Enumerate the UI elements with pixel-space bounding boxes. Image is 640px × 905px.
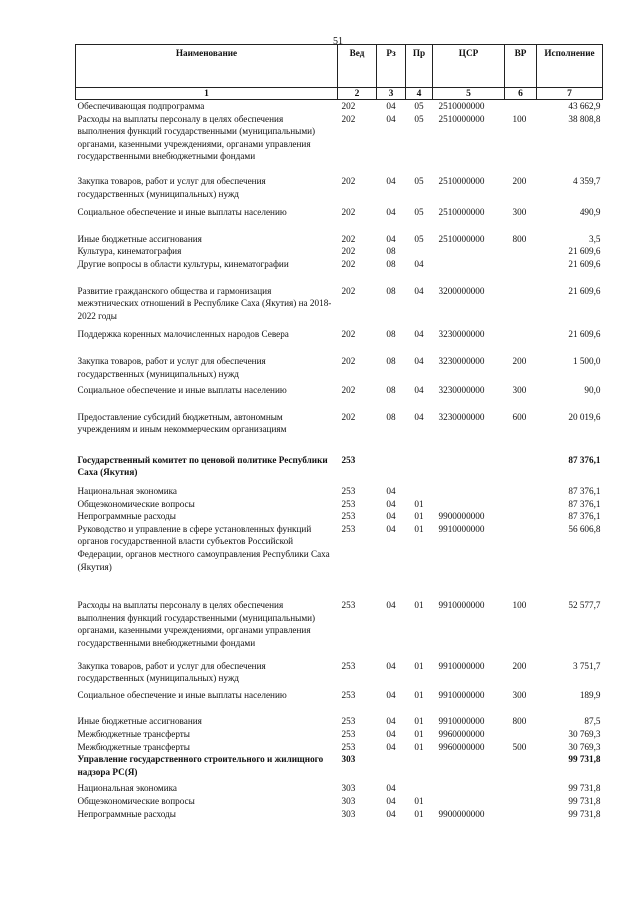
table-row bbox=[76, 322, 603, 341]
row-vr: 300 bbox=[512, 385, 527, 396]
column-number: 4 bbox=[406, 88, 433, 100]
row-csr: 3230000000 bbox=[438, 355, 485, 366]
row-amount: 3 751,7 bbox=[572, 660, 601, 671]
row-vr bbox=[505, 778, 537, 795]
column-number: 3 bbox=[377, 88, 406, 100]
row-pr: 05 bbox=[414, 207, 424, 218]
row-pr: 01 bbox=[414, 728, 424, 739]
row-pr bbox=[406, 479, 433, 498]
table-row bbox=[76, 100, 603, 113]
row-ved: 202 bbox=[341, 113, 356, 124]
row-ved: 202 bbox=[341, 175, 356, 186]
row-amount: 43 662,9 bbox=[568, 101, 601, 111]
row-name: Непрограммные расходы bbox=[77, 808, 176, 819]
row-ved: 303 bbox=[341, 795, 356, 806]
row-rz: 04 bbox=[386, 511, 396, 522]
row-rz: 04 bbox=[386, 660, 396, 671]
row-csr bbox=[433, 795, 505, 808]
column-number: 7 bbox=[537, 88, 603, 100]
row-name: Расходы на выплаты персоналу в целях обеспечения выполнения функций государственными (муниципальными) органами, казенными учреждениями, органами управления государственными внебюджетными фондами bbox=[77, 600, 316, 648]
row-vr bbox=[505, 510, 537, 523]
row-pr bbox=[406, 753, 433, 778]
row-name: Поддержка коренных малочисленных народов Севера bbox=[77, 329, 289, 340]
row-rz: 04 bbox=[386, 689, 396, 700]
table-row bbox=[76, 163, 603, 200]
row-name: Иные бюджетные ассигнования bbox=[77, 233, 202, 244]
row-csr bbox=[433, 245, 505, 258]
row-ved: 253 bbox=[341, 454, 356, 465]
row-amount: 87 376,1 bbox=[568, 454, 601, 465]
table-body bbox=[76, 100, 603, 821]
row-amount: 99 731,8 bbox=[568, 754, 601, 765]
row-amount: 52 577,7 bbox=[568, 600, 601, 611]
row-ved: 202 bbox=[341, 101, 356, 111]
row-vr: 300 bbox=[512, 207, 527, 218]
row-pr: 04 bbox=[414, 385, 424, 396]
row-amount: 99 731,8 bbox=[568, 795, 601, 806]
row-pr bbox=[406, 778, 433, 795]
column-number: 6 bbox=[505, 88, 537, 100]
row-rz: 08 bbox=[386, 329, 396, 340]
row-rz: 04 bbox=[386, 741, 396, 752]
row-amount: 1 500,0 bbox=[572, 355, 601, 366]
row-amount: 56 606,8 bbox=[568, 523, 601, 534]
table-row bbox=[76, 245, 603, 258]
row-csr: 9900000000 bbox=[438, 511, 485, 522]
row-vr bbox=[505, 808, 537, 821]
row-pr: 01 bbox=[414, 808, 424, 819]
row-ved: 253 bbox=[341, 660, 356, 671]
row-name: Непрограммные расходы bbox=[77, 511, 176, 522]
row-name: Социальное обеспечение и иные выплаты населению bbox=[77, 207, 287, 218]
row-ved: 202 bbox=[341, 246, 356, 257]
row-rz: 04 bbox=[386, 728, 396, 739]
row-ved: 253 bbox=[341, 523, 356, 534]
row-name: Закупка товаров, работ и услуг для обеспечения государственных (муниципальных) нужд bbox=[77, 660, 266, 684]
table-row bbox=[76, 753, 603, 778]
row-amount: 38 808,8 bbox=[568, 113, 601, 124]
row-name: Социальное обеспечение и иные выплаты населению bbox=[77, 385, 287, 396]
row-rz: 04 bbox=[386, 783, 396, 794]
row-ved: 303 bbox=[341, 783, 356, 794]
row-name: Общеэкономические вопросы bbox=[77, 498, 195, 509]
row-pr: 04 bbox=[414, 285, 424, 296]
row-pr: 05 bbox=[414, 113, 424, 124]
row-vr: 600 bbox=[512, 411, 527, 422]
row-csr bbox=[433, 258, 505, 271]
row-amount: 87 376,1 bbox=[568, 486, 601, 497]
row-name: Национальная экономика bbox=[77, 783, 178, 794]
page-number: 51 bbox=[333, 36, 343, 47]
row-csr: 9910000000 bbox=[438, 689, 485, 700]
row-rz: 04 bbox=[386, 600, 396, 611]
column-header-ved: Вед bbox=[338, 45, 377, 88]
row-pr: 01 bbox=[414, 511, 424, 522]
row-ved: 303 bbox=[341, 754, 356, 765]
table-row bbox=[76, 808, 603, 821]
column-header-rz: Рз bbox=[377, 45, 406, 88]
row-amount: 189,9 bbox=[579, 689, 601, 700]
row-rz: 04 bbox=[386, 486, 396, 497]
row-name: Культура, кинематография bbox=[77, 246, 182, 257]
row-rz: 08 bbox=[386, 246, 396, 257]
table-row bbox=[76, 685, 603, 702]
column-header-csr: ЦСР bbox=[433, 45, 505, 88]
row-rz: 04 bbox=[386, 207, 396, 218]
row-amount: 99 731,8 bbox=[568, 783, 601, 794]
row-name: Закупка товаров, работ и услуг для обеспечения государственных (муниципальных) нужд bbox=[77, 175, 266, 199]
row-name: Межбюджетные трансферты bbox=[77, 728, 190, 739]
row-ved: 202 bbox=[341, 385, 356, 396]
table-row bbox=[76, 573, 603, 649]
table-row bbox=[76, 341, 603, 380]
row-csr: 9910000000 bbox=[438, 716, 485, 727]
row-csr bbox=[433, 753, 505, 778]
row-rz bbox=[377, 436, 406, 479]
row-ved: 253 bbox=[341, 511, 356, 522]
row-name: Другие вопросы в области культуры, кинематографии bbox=[77, 258, 289, 269]
row-name: Руководство и управление в сфере установленных функций органов государственной власти субъектов Российской Федерации, органов местного самоуправления Республики Саха (Якутия) bbox=[77, 523, 330, 572]
row-name: Межбюджетные трансферты bbox=[77, 741, 190, 752]
row-pr: 04 bbox=[414, 258, 424, 269]
row-amount: 87 376,1 bbox=[568, 498, 601, 509]
row-csr: 9900000000 bbox=[438, 808, 485, 819]
row-pr: 04 bbox=[414, 411, 424, 422]
row-pr: 04 bbox=[414, 355, 424, 366]
row-amount: 21 609,6 bbox=[568, 258, 601, 269]
row-pr: 01 bbox=[414, 689, 424, 700]
budget-report-page bbox=[75, 44, 602, 820]
row-amount: 21 609,6 bbox=[568, 329, 601, 340]
row-name: Национальная экономика bbox=[77, 486, 178, 497]
row-name: Социальное обеспечение и иные выплаты населению bbox=[77, 689, 287, 700]
row-pr bbox=[406, 436, 433, 479]
row-vr: 300 bbox=[512, 689, 527, 700]
row-vr bbox=[505, 245, 537, 258]
row-csr: 9960000000 bbox=[438, 728, 485, 739]
row-amount: 21 609,6 bbox=[568, 285, 601, 296]
row-vr bbox=[505, 100, 537, 113]
row-vr bbox=[505, 258, 537, 271]
row-ved: 303 bbox=[341, 808, 356, 819]
row-vr bbox=[505, 728, 537, 741]
table-row bbox=[76, 650, 603, 685]
row-name: Общеэкономические вопросы bbox=[77, 795, 195, 806]
row-ved: 253 bbox=[341, 486, 356, 497]
row-csr: 3200000000 bbox=[438, 285, 485, 296]
row-csr bbox=[433, 479, 505, 498]
row-rz: 04 bbox=[386, 808, 396, 819]
row-ved: 253 bbox=[341, 689, 356, 700]
row-vr bbox=[505, 271, 537, 323]
row-vr bbox=[505, 753, 537, 778]
row-ved: 202 bbox=[341, 355, 356, 366]
row-name: Обеспечивающая подпрограмма bbox=[77, 101, 205, 111]
row-csr: 2510000000 bbox=[438, 175, 485, 186]
row-vr: 100 bbox=[512, 113, 527, 124]
row-rz: 04 bbox=[386, 113, 396, 124]
row-pr: 01 bbox=[414, 523, 424, 534]
row-rz: 08 bbox=[386, 411, 396, 422]
row-amount: 30 769,3 bbox=[568, 741, 601, 752]
row-vr: 200 bbox=[512, 175, 527, 186]
row-name: Закупка товаров, работ и услуг для обеспечения государственных (муниципальных) нужд bbox=[77, 355, 266, 379]
row-vr bbox=[505, 795, 537, 808]
row-rz: 04 bbox=[386, 233, 396, 244]
row-pr: 04 bbox=[414, 329, 424, 340]
row-amount: 99 731,8 bbox=[568, 808, 601, 819]
row-rz: 04 bbox=[386, 498, 396, 509]
row-pr: 01 bbox=[414, 498, 424, 509]
column-header-name: Наименование bbox=[76, 45, 338, 88]
column-header-pr: Пр bbox=[406, 45, 433, 88]
row-ved: 202 bbox=[341, 329, 356, 340]
row-rz: 08 bbox=[386, 258, 396, 269]
row-pr bbox=[406, 245, 433, 258]
table-row bbox=[76, 498, 603, 511]
row-ved: 253 bbox=[341, 728, 356, 739]
row-rz: 08 bbox=[386, 285, 396, 296]
row-amount: 87 376,1 bbox=[568, 511, 601, 522]
row-rz: 08 bbox=[386, 385, 396, 396]
row-pr: 01 bbox=[414, 600, 424, 611]
row-name: Развитие гражданского общества и гармонизация межэтнических отношений в Республике Саха (Якутия) на 2018-2022 годы bbox=[77, 285, 332, 321]
row-rz: 04 bbox=[386, 101, 396, 111]
row-csr bbox=[433, 498, 505, 511]
row-vr: 800 bbox=[512, 233, 527, 244]
row-csr: 2510000000 bbox=[438, 233, 485, 244]
row-rz: 04 bbox=[386, 795, 396, 806]
row-rz: 04 bbox=[386, 523, 396, 534]
row-csr: 9960000000 bbox=[438, 741, 485, 752]
row-vr bbox=[505, 523, 537, 573]
row-csr: 3230000000 bbox=[438, 329, 485, 340]
row-vr bbox=[505, 498, 537, 511]
row-name: Иные бюджетные ассигнования bbox=[77, 716, 202, 727]
row-ved: 202 bbox=[341, 233, 356, 244]
row-pr: 01 bbox=[414, 660, 424, 671]
column-header-vr: ВР bbox=[505, 45, 537, 88]
row-rz: 04 bbox=[386, 175, 396, 186]
row-csr: 2510000000 bbox=[438, 113, 485, 124]
table-row bbox=[76, 113, 603, 163]
row-vr bbox=[505, 436, 537, 479]
column-number-row bbox=[76, 88, 603, 100]
row-amount: 4 359,7 bbox=[572, 175, 601, 186]
table-row bbox=[76, 741, 603, 754]
table-row bbox=[76, 380, 603, 397]
table-row bbox=[76, 701, 603, 728]
column-header-amount: Исполнение bbox=[537, 45, 603, 88]
column-number: 5 bbox=[433, 88, 505, 100]
row-vr: 800 bbox=[512, 716, 527, 727]
table-row bbox=[76, 728, 603, 741]
row-ved: 202 bbox=[341, 285, 356, 296]
row-csr: 2510000000 bbox=[438, 207, 485, 218]
row-rz: 08 bbox=[386, 355, 396, 366]
table-row bbox=[76, 271, 603, 323]
row-pr: 01 bbox=[414, 741, 424, 752]
column-number: 1 bbox=[76, 88, 338, 100]
row-vr: 500 bbox=[512, 741, 527, 752]
row-amount: 21 609,6 bbox=[568, 246, 601, 257]
row-pr: 01 bbox=[414, 716, 424, 727]
table-row bbox=[76, 523, 603, 573]
table-row bbox=[76, 219, 603, 246]
row-ved: 253 bbox=[341, 498, 356, 509]
budget-execution-table bbox=[75, 44, 603, 820]
row-name: Государственный комитет по ценовой политике Республики Саха (Якутия) bbox=[77, 454, 328, 478]
table-row bbox=[76, 436, 603, 479]
row-vr bbox=[505, 479, 537, 498]
row-name: Расходы на выплаты персоналу в целях обеспечения выполнения функций государственными (муниципальными) органами, казенными учреждениями, органами управления государственными внебюджетными фондами bbox=[77, 113, 316, 162]
table-row bbox=[76, 510, 603, 523]
row-amount: 3,5 bbox=[589, 233, 601, 244]
table-row bbox=[76, 795, 603, 808]
row-amount: 30 769,3 bbox=[568, 728, 601, 739]
row-csr bbox=[433, 778, 505, 795]
row-csr: 9910000000 bbox=[438, 600, 485, 611]
row-rz: 04 bbox=[386, 716, 396, 727]
table-row bbox=[76, 778, 603, 795]
row-ved: 202 bbox=[341, 207, 356, 218]
table-header-row bbox=[76, 45, 603, 88]
row-csr: 3230000000 bbox=[438, 385, 485, 396]
row-pr: 05 bbox=[414, 233, 424, 244]
row-csr bbox=[433, 436, 505, 479]
row-rz bbox=[377, 753, 406, 778]
row-vr: 200 bbox=[512, 355, 527, 366]
row-name: Предоставление субсидий бюджетным, автономным учреждениям и иным некоммерческим организациям bbox=[77, 411, 287, 435]
row-vr: 200 bbox=[512, 660, 527, 671]
table-row bbox=[76, 200, 603, 219]
table-row bbox=[76, 258, 603, 271]
column-number: 2 bbox=[338, 88, 377, 100]
row-amount: 20 019,6 bbox=[568, 411, 601, 422]
table-row bbox=[76, 479, 603, 498]
row-csr: 9910000000 bbox=[438, 660, 485, 671]
row-ved: 202 bbox=[341, 258, 356, 269]
row-ved: 253 bbox=[341, 716, 356, 727]
row-vr: 100 bbox=[512, 600, 527, 611]
row-csr: 2510000000 bbox=[438, 101, 485, 111]
row-csr: 3230000000 bbox=[438, 411, 485, 422]
table-row bbox=[76, 397, 603, 436]
row-amount: 90,0 bbox=[584, 385, 601, 396]
row-pr: 05 bbox=[414, 101, 424, 111]
row-amount: 87,5 bbox=[584, 716, 601, 727]
row-vr bbox=[505, 322, 537, 341]
row-ved: 202 bbox=[341, 411, 356, 422]
row-ved: 253 bbox=[341, 600, 356, 611]
row-csr: 9910000000 bbox=[438, 523, 485, 534]
row-ved: 253 bbox=[341, 741, 356, 752]
row-pr: 05 bbox=[414, 175, 424, 186]
row-pr: 01 bbox=[414, 795, 424, 806]
row-name: Управление государственного строительного и жилищного надзора РС(Я) bbox=[77, 754, 324, 777]
row-amount: 490,9 bbox=[579, 207, 601, 218]
